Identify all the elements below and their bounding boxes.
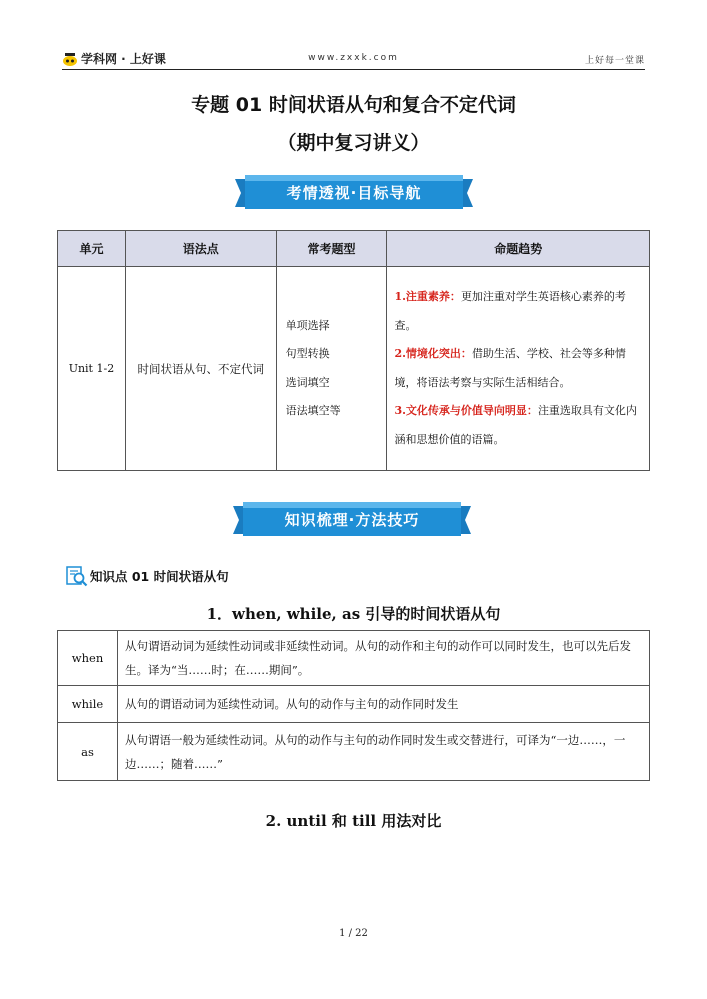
page-number: 1 / 22 [339, 928, 368, 939]
section-heading: 1．when, while, as 引导的时间状语从句 [206, 605, 501, 623]
banner-text: 考情透视·目标导航 [286, 184, 422, 202]
conjunction-table [57, 630, 650, 781]
header-grammar: 语法点 [125, 231, 276, 267]
conjunction-word: while [58, 686, 118, 723]
trend-item [394, 397, 642, 454]
conjunction-description: 从句的谓语动词为延续性动词。从句的动作与主句的动作同时发生 [118, 686, 650, 723]
question-type-item: 选词填空 [285, 375, 330, 389]
table-row [58, 723, 650, 781]
page-title: 专题 01 时间状语从句和复合不定代词 [191, 94, 516, 116]
question-type-item: 单项选择 [285, 318, 330, 332]
question-types-cell [276, 267, 387, 471]
trend-item [394, 283, 642, 340]
trends-cell [387, 267, 650, 471]
table-header-row [58, 231, 650, 267]
page-header [62, 50, 645, 70]
page-subtitle: （期中复习讲义） [277, 132, 430, 154]
unit-cell: Unit 1-2 [58, 267, 126, 471]
question-type-item: 句型转换 [285, 347, 330, 360]
knowledge-point-heading [66, 565, 229, 587]
banner-text: 知识梳理·方法技巧 [284, 511, 420, 529]
site-url: www.zxxk.com [308, 53, 399, 63]
header-question-types: 常考题型 [276, 231, 387, 267]
trend-text: 更加注重对学生英语核心素养的考查。 [394, 290, 626, 332]
trend-label: 2.情境化突出： [394, 347, 472, 360]
grammar-cell: 时间状语从句、不定代词 [125, 267, 276, 471]
section-banner-overview [235, 173, 473, 213]
overview-table [57, 230, 650, 471]
table-row [58, 631, 650, 686]
knowledge-point-title: 知识点 01 时间状语从句 [90, 569, 229, 584]
section-heading: 2. until 和 till 用法对比 [265, 812, 442, 830]
site-slogan: 上好每一堂课 [584, 56, 645, 66]
header-trends: 命题趋势 [387, 231, 650, 267]
conjunction-word: when [58, 631, 118, 686]
section-banner-knowledge [233, 500, 471, 540]
trend-item [394, 340, 642, 397]
magnifier-book-icon [66, 565, 88, 587]
trend-text: 借助生活、学校、社会等多种情境，将语法考察与实际生活相结合。 [394, 347, 626, 389]
header-unit: 单元 [58, 231, 126, 267]
logo-text: 学科网 · 上好课 [81, 52, 166, 66]
trend-text: 注重选取具有文化内涵和思想价值的语篇。 [394, 404, 637, 446]
trend-label: 3.文化传承与价值导向明显： [394, 404, 538, 417]
table-row [58, 267, 650, 471]
question-type-item: 语法填空等 [285, 404, 341, 417]
conjunction-description: 从句谓语动词为延续性动词或非延续性动词。从句的动作和主句的动作可以同时发生，也可以先后发生。译为“当……时；在……期间”。 [118, 631, 650, 686]
conjunction-description: 从句谓语一般为延续性动词。从句的动作与主句的动作同时发生或交替进行，可译为“一边……，一边……；随着……” [118, 723, 650, 781]
table-row [58, 686, 650, 723]
trend-label: 1.注重素养： [394, 290, 461, 303]
conjunction-word: as [58, 723, 118, 781]
